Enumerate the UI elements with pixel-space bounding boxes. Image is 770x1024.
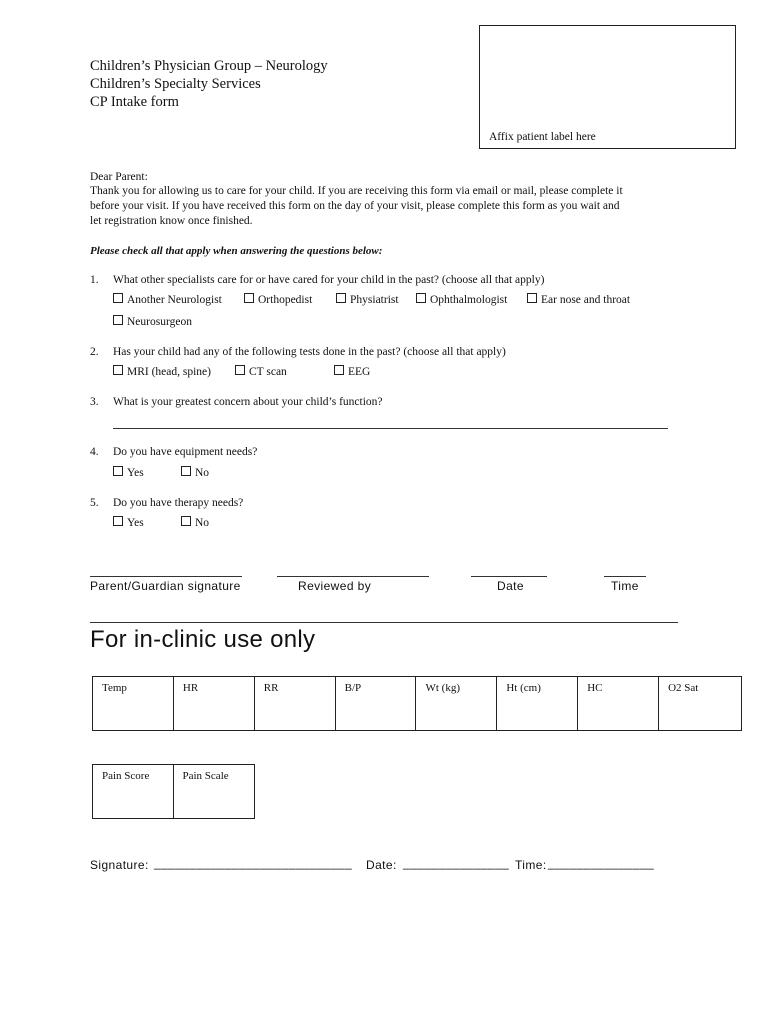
intro-line-1: Thank you for allowing us to care for your child. If you are receiving this form via email or mail, please complete it <box>90 185 623 197</box>
question-4-number: 4. <box>90 446 99 458</box>
reviewed-by-line[interactable] <box>277 576 429 577</box>
clinic-signature-label: Signature: <box>90 858 149 872</box>
intro-line-2: before your visit. If you have received this form on the day of your visit, please complete this form as you wait and <box>90 200 620 212</box>
vitals-table <box>92 676 742 731</box>
clinic-time-blank[interactable]: _______________ <box>548 856 655 870</box>
parent-signature-label: Parent/Guardian signature <box>90 579 241 593</box>
checkbox[interactable] <box>235 365 245 375</box>
question-5-number: 5. <box>90 497 99 509</box>
option-ear-nose-throat[interactable]: Ear nose and throat <box>527 293 630 306</box>
vital-height-cell[interactable]: Ht (cm) <box>497 677 578 731</box>
question-2-number: 2. <box>90 346 99 358</box>
instruction: Please check all that apply when answering the questions below: <box>90 245 383 257</box>
option-another-neurologist[interactable]: Another Neurologist <box>113 293 222 306</box>
greeting: Dear Parent: <box>90 171 148 183</box>
checkbox[interactable] <box>113 293 123 303</box>
date-line[interactable] <box>471 576 547 577</box>
vital-weight-cell[interactable]: Wt (kg) <box>416 677 497 731</box>
time-line[interactable] <box>604 576 646 577</box>
vital-bp-cell[interactable]: B/P <box>335 677 416 731</box>
option-therapy-yes[interactable]: Yes <box>113 516 144 529</box>
clinic-date-blank[interactable]: _______________ <box>403 856 510 870</box>
form-title: CP Intake form <box>90 94 179 110</box>
checkbox[interactable] <box>113 516 123 526</box>
option-equipment-no[interactable]: No <box>181 466 209 479</box>
option-physiatrist[interactable]: Physiatrist <box>336 293 399 306</box>
checkbox[interactable] <box>113 466 123 476</box>
checkbox[interactable] <box>527 293 537 303</box>
header-line-1: Children’s Physician Group – Neurology <box>90 58 328 74</box>
checkbox[interactable] <box>181 466 191 476</box>
vital-rr-cell[interactable]: RR <box>254 677 335 731</box>
option-ct-scan[interactable]: CT scan <box>235 365 287 378</box>
time-label: Time <box>611 579 639 593</box>
patient-label-text: Affix patient label here <box>489 131 596 143</box>
question-3-number: 3. <box>90 396 99 408</box>
header-line-2: Children’s Specialty Services <box>90 76 261 92</box>
vital-hc-cell[interactable]: HC <box>578 677 659 731</box>
section-divider <box>90 622 678 623</box>
pain-table <box>92 764 255 819</box>
option-eeg[interactable]: EEG <box>334 365 370 378</box>
question-2-text: Has your child had any of the following tests done in the past? (choose all that apply) <box>113 346 506 358</box>
option-orthopedist[interactable]: Orthopedist <box>244 293 312 306</box>
checkbox[interactable] <box>334 365 344 375</box>
option-neurosurgeon[interactable]: Neurosurgeon <box>113 315 192 328</box>
question-5-text: Do you have therapy needs? <box>113 497 244 509</box>
vital-o2-cell[interactable]: O2 Sat <box>659 677 742 731</box>
option-therapy-no[interactable]: No <box>181 516 209 529</box>
intro-line-3: let registration know once finished. <box>90 215 253 227</box>
checkbox[interactable] <box>244 293 254 303</box>
vital-hr-cell[interactable]: HR <box>173 677 254 731</box>
date-label: Date <box>497 579 524 593</box>
checkbox[interactable] <box>113 365 123 375</box>
question-3-text: What is your greatest concern about your child’s function? <box>113 396 383 408</box>
question-4-text: Do you have equipment needs? <box>113 446 258 458</box>
checkbox[interactable] <box>416 293 426 303</box>
option-mri[interactable]: MRI (head, spine) <box>113 365 211 378</box>
clinic-signature-blank[interactable]: ____________________________ <box>154 856 353 870</box>
parent-signature-line[interactable] <box>90 576 242 577</box>
clinic-section-title: For in-clinic use only <box>90 626 316 653</box>
reviewed-by-label: Reviewed by <box>298 579 372 593</box>
pain-score-cell[interactable]: Pain Score <box>93 765 174 819</box>
patient-label-box <box>479 25 736 149</box>
checkbox[interactable] <box>113 315 123 325</box>
question-1-number: 1. <box>90 274 99 286</box>
option-equipment-yes[interactable]: Yes <box>113 466 144 479</box>
concern-answer-line[interactable] <box>113 428 668 429</box>
vital-temp-cell[interactable]: Temp <box>93 677 174 731</box>
checkbox[interactable] <box>181 516 191 526</box>
clinic-time-label: Time: <box>515 858 547 872</box>
question-1-text: What other specialists care for or have cared for your child in the past? (choose all that apply) <box>113 274 545 286</box>
clinic-date-label: Date: <box>366 858 397 872</box>
pain-scale-cell[interactable]: Pain Scale <box>173 765 255 819</box>
checkbox[interactable] <box>336 293 346 303</box>
option-ophthalmologist[interactable]: Ophthalmologist <box>416 293 507 306</box>
